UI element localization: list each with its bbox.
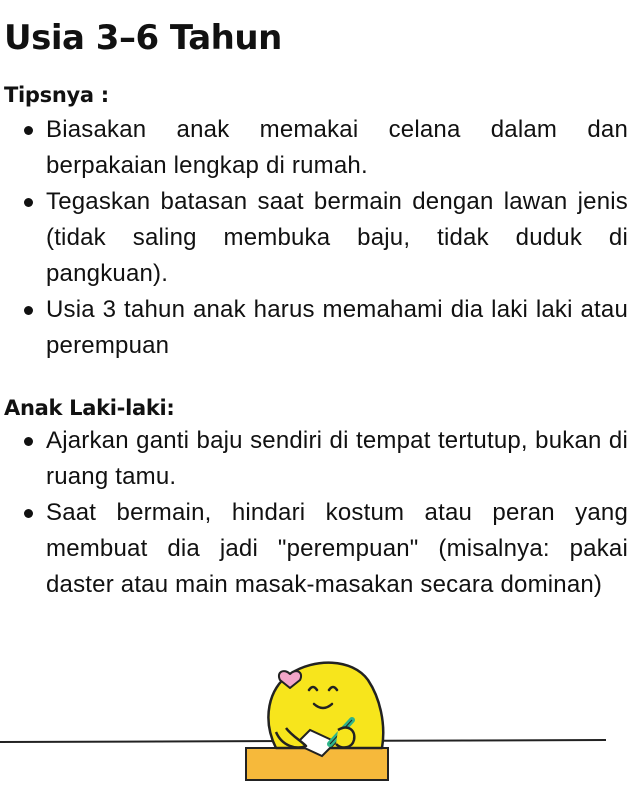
list-item-text: Biasakan anak memakai celana dalam dan berpakaian lengkap di rumah. [46,116,628,179]
list-item [0,112,628,184]
list-item [0,184,628,292]
list-item-text: Usia 3 tahun anak harus memahami dia laki laki atau perempuan [46,296,628,359]
page-title: Usia 3–6 Tahun [4,18,282,58]
bullet-icon [24,509,33,518]
hand [336,728,354,748]
bullet-icon [24,198,33,207]
bullet-icon [24,126,33,135]
list-item [0,423,628,495]
list-item [0,292,628,364]
list-item-text: Saat bermain, hindari kostum atau peran yang membuat dia jadi "perempuan" (misalnya: pakai daster atau main masak-masakan secara dominan) [46,499,628,598]
bullet-icon [24,306,33,315]
boys-list [0,423,628,603]
list-item-text: Tegaskan batasan saat bermain dengan lawan jenis (tidak saling membuka baju, tidak duduk di pangkuan). [46,188,628,287]
bullet-icon [24,437,33,446]
tips-list [0,112,628,364]
boys-heading: Anak Laki-laki: [4,396,175,420]
list-item-text: Ajarkan ganti baju sendiri di tempat tertutup, bukan di ruang tamu. [46,427,628,490]
illustration [0,650,640,800]
list-item [0,495,628,603]
tips-heading: Tipsnya : [4,83,109,107]
